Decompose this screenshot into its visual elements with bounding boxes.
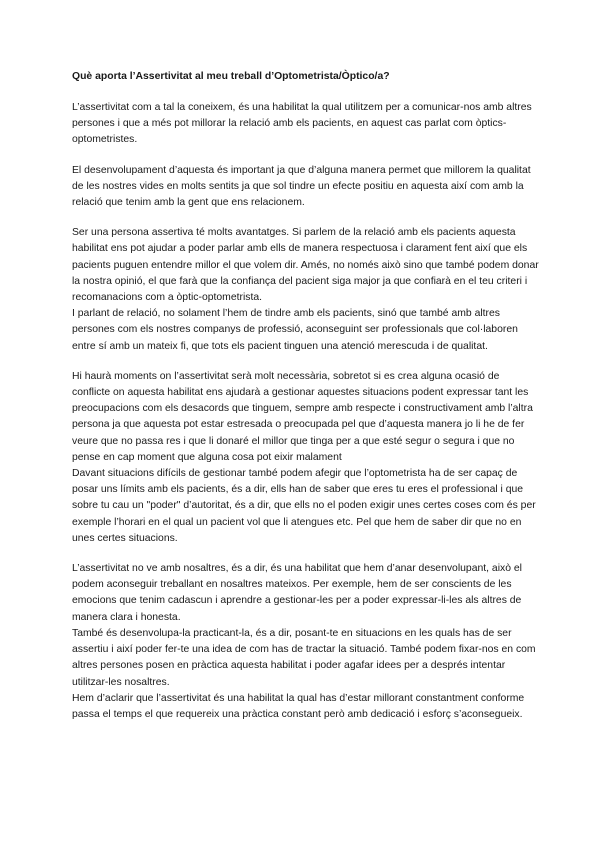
paragraph-intro: L’assertivitat com a tal la coneixem, és una habilitat la qual utilitzem per a comunicar-nos amb altres persones i que a més pot millorar la relació amb els pacients, en aquest cas parlat com òptics-optometristes. bbox=[72, 102, 532, 146]
paragraph-development: El desenvolupament d’aquesta és important ja que d’alguna manera permet que millorem la qualitat de les nostres vides en molts sentits ja que sol tindre un efecte positiu en aquesta així com amb la relació que tenim amb la gent que ens relacionem. bbox=[72, 164, 531, 209]
paragraph-practice: També és desenvolupa-la practicant-la, és a dir, posant-te en situacions en les quals has de ser assertiu i així poder fer-te una idea de com has de tractar la situació. També podem fixar-nos en com altres persones posen en pràctica aquesta habilitat i poder agafar idees per a després intentar utilitzar-les nosaltres. bbox=[72, 627, 536, 688]
paragraph-conflict: Hi haurà moments on l’assertivitat serà molt necessària, sobretot si es crea alguna ocasió de conflicte on aquesta habilitat ens ajudarà a gestionar aquestes situacions podent expressar tant les preocupacions com els desacords que tinguem, sempre amb respecte i constructivament amb l’altra persona ja que aquesta pot estar estresada o preocupada pel que d’aquesta manera jo li he de fer veure que no passa res i que li donaré el millor que tinga per a que esté segur o segura i que no pense en cap moment que alguna cosa pot eixir malament bbox=[72, 370, 533, 463]
document-title: Què aporta l’Assertivitat al meu treball d’Optometrista/Òptico/a? bbox=[72, 71, 390, 82]
paragraph-colleagues: I parlant de relació, no solament l’hem de tindre amb els pacients, sinó que també amb altres persones com els nostres companys de professió, aconseguint ser professionals que col·laboren entre sí amb un mateix fi, que tots els pacient tinguen una atenció merescuda i de qualitat. bbox=[72, 308, 518, 352]
paragraph-limits: Davant situacions difícils de gestionar també podem afegir que l’optometrista ha de ser capaç de posar uns límits amb els pacients, és a dir, ells han de saber que eres tu eres el professional i que sobre tu cau un "poder" d’autoritat, és a dir, que ells no el poden exigir unes certes coses com és per exemple l’horari en el qual un pacient vol que li atengues etc. Pel que hem de saber dir que no en unes certes situacions. bbox=[72, 468, 536, 544]
paragraph-advantages: Ser una persona assertiva té molts avantatges. Si parlem de la relació amb els pacients aquesta habilitat ens pot ajudar a poder parlar amb ells de manera respectuosa i clarament fent així que els pacients puguen entendre millor el que volem dir. Amés, no només això sino que també podem donar la nostra opinió, el que farà que la confiança del pacient siga major ja que confiarà en el teu criteri i recomanacions com a òptic-optometrista. bbox=[72, 227, 539, 304]
paragraph-conclusion: Hem d’aclarir que l’assertivitat és una habilitat la qual has d’estar millorant constantment conforme passa el temps el que requereix una pràctica constant però amb dedicació i esforç s’aconsegueix. bbox=[72, 692, 525, 720]
paragraph-learning: L’assertivitat no ve amb nosaltres, és a dir, és una habilitat que hem d’anar desenvolupant, això el podem aconseguir treballant en nosaltres mateixos. Per exemple, hem de ser conscients de les emocions que tenim cadascun i aprendre a gestionar-les per a poder expressar-li-les als altres de manera clara i honesta. bbox=[72, 563, 522, 623]
